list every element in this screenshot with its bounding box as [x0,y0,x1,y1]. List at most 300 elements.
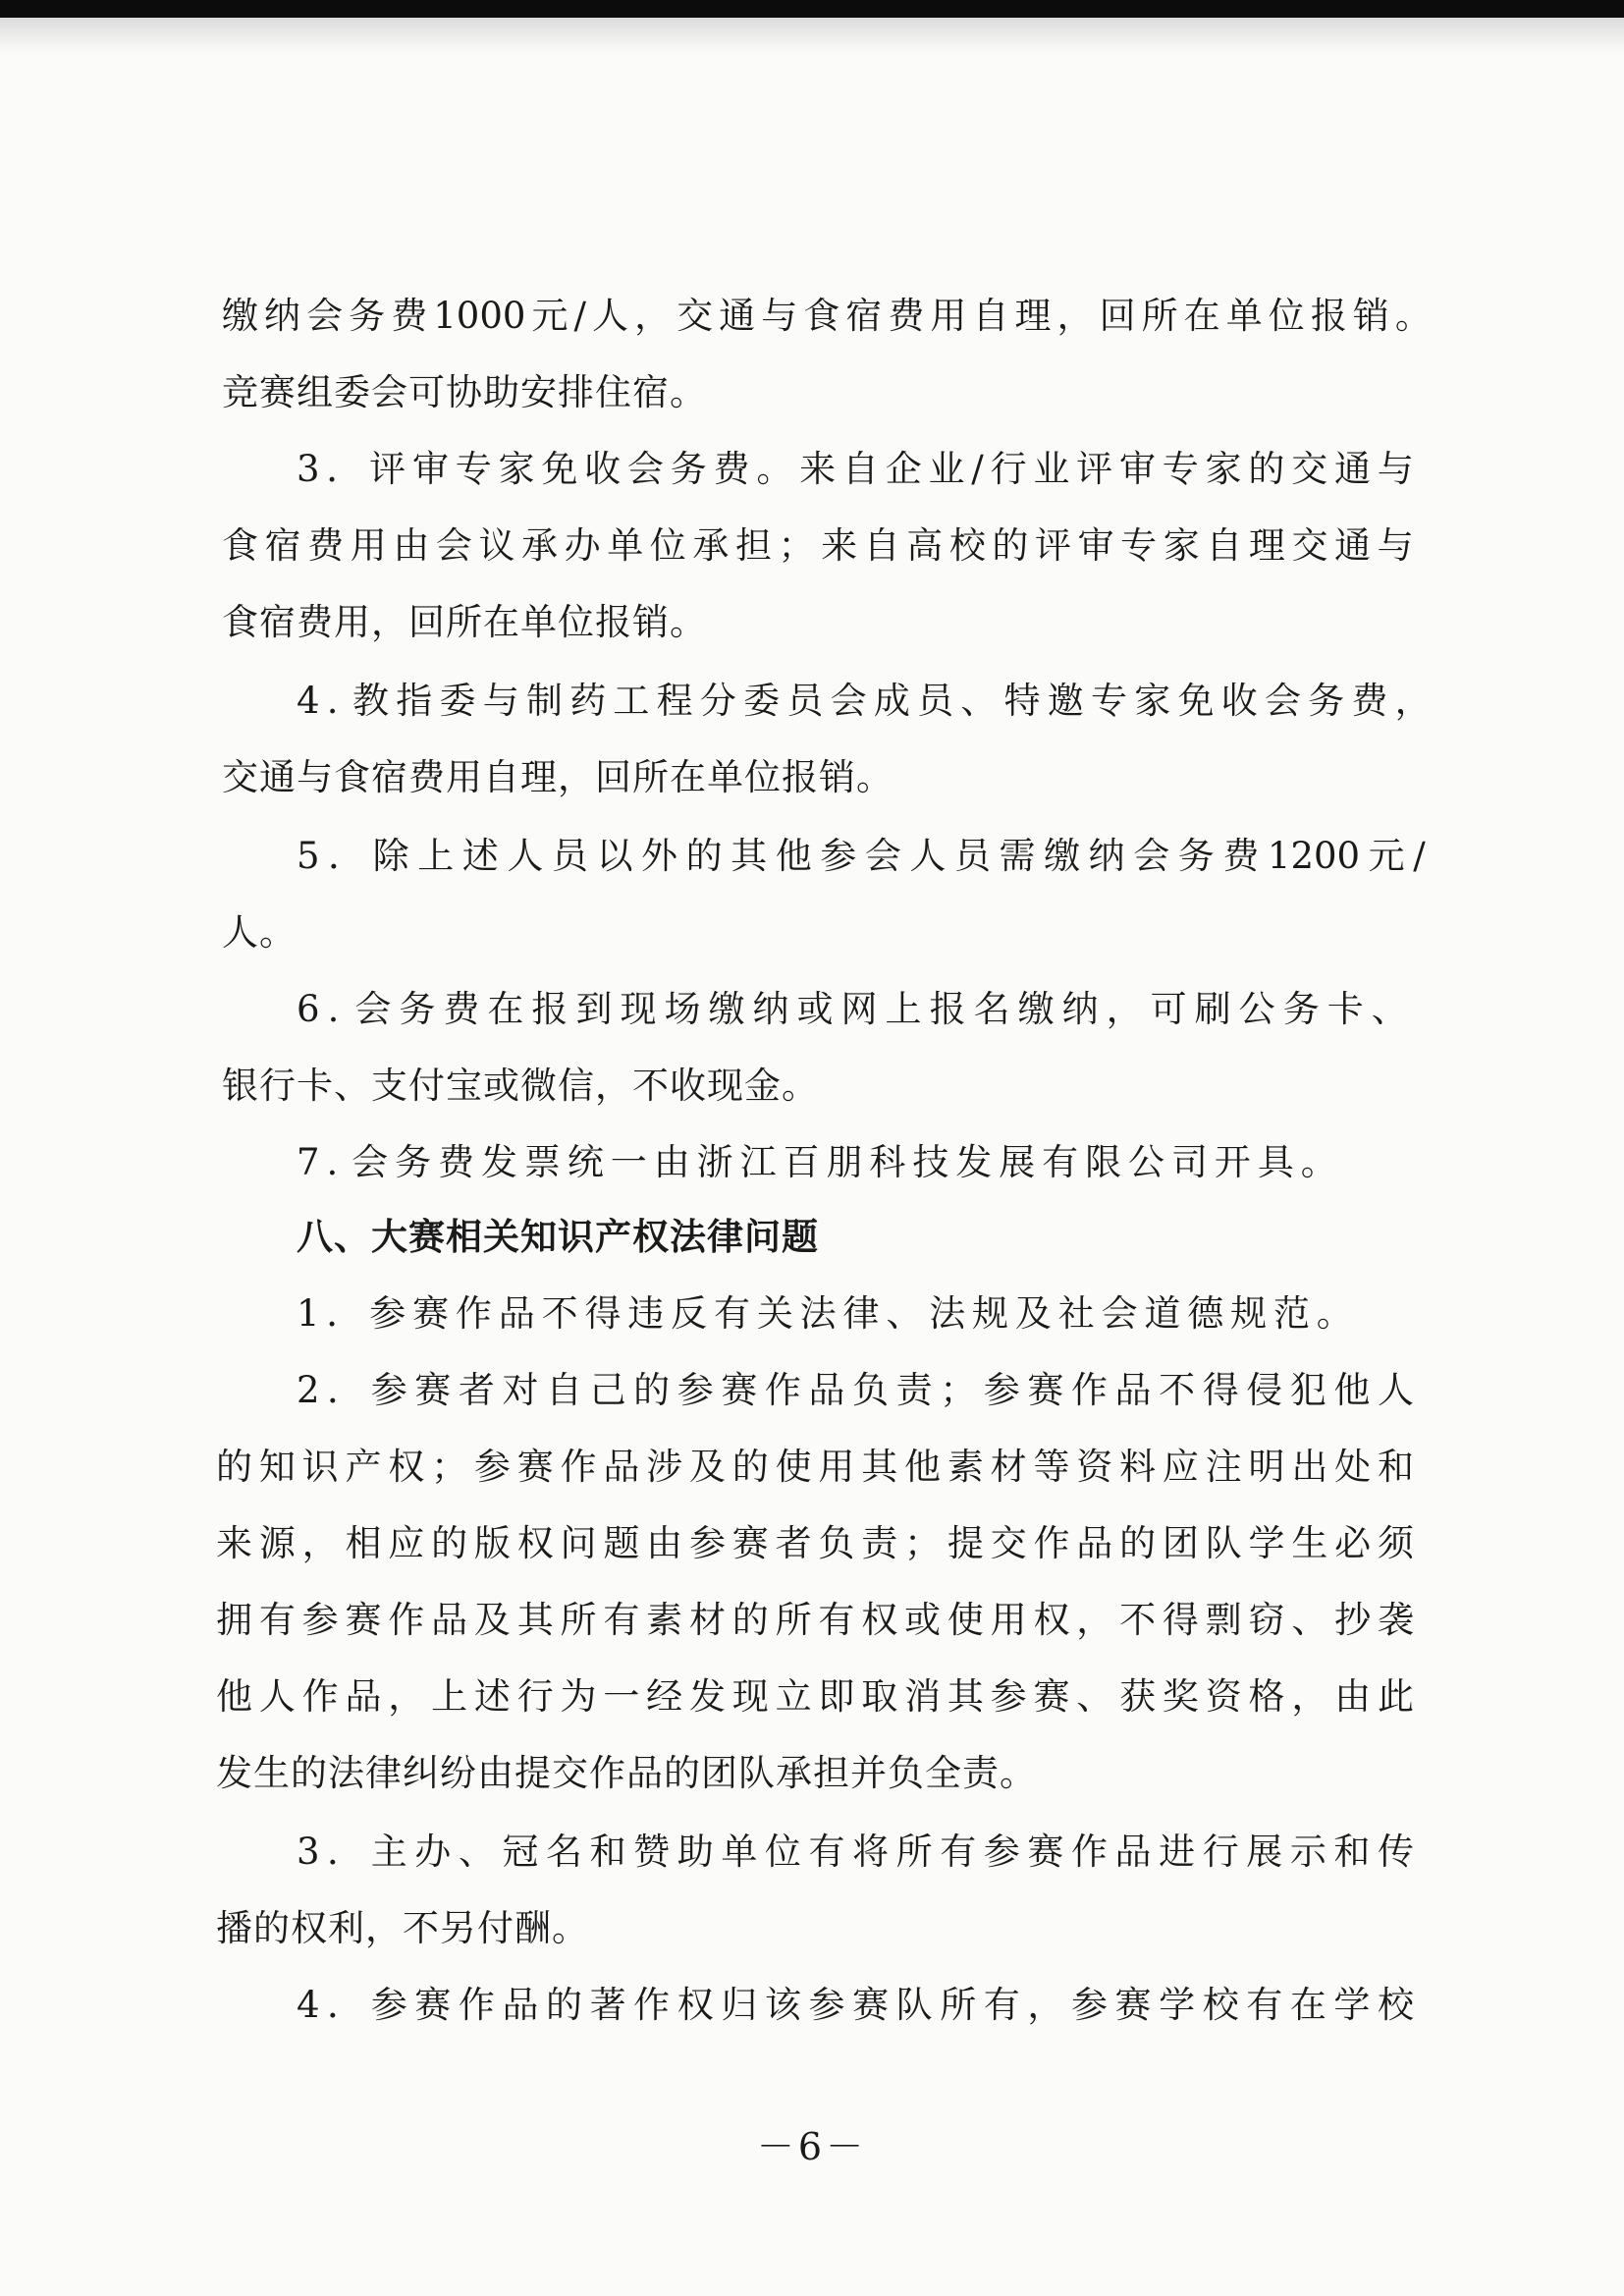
text-glyph: 、 [1076,1675,1113,1718]
text-glyph: 作 [633,1984,671,2026]
text-glyph: 和 [589,1831,626,1873]
text-glyph: 的 [633,1369,671,1411]
text-glyph: 人 [1378,1369,1414,1411]
text-glyph: 该 [764,1984,801,2026]
text-glyph: 反 [671,1292,708,1335]
text-glyph: 品 [603,1446,640,1488]
text-glyph: 校 [948,524,986,567]
text-glyph: 5 [297,835,320,877]
text-glyph: 4 [297,680,320,722]
text-glyph: 有 [940,1831,977,1873]
text-glyph: 的 [731,1446,769,1488]
section-heading: 八、大赛相关知识产权法律问题 [297,1216,819,1258]
text-glyph: 单 [721,1831,758,1873]
text-glyph: 。 [1316,1292,1353,1335]
text-glyph: 免 [1177,680,1215,722]
text-glyph: 参 [688,1522,726,1564]
text-glyph: 具 [1257,1141,1294,1183]
text-glyph: 宿 [845,295,883,337]
text-glyph: 出 [1291,1446,1328,1488]
text-glyph: 述 [461,835,499,877]
text-glyph: 人 [909,835,947,877]
text-glyph: 家 [1205,448,1242,490]
text-glyph: 报 [1310,295,1347,337]
text-glyph: 费 [1222,835,1260,877]
text-glyph: 材 [990,1446,1027,1488]
text-glyph: 会 [306,295,344,337]
text-glyph: 会 [864,835,901,877]
text-glyph: 上 [885,988,922,1030]
text-glyph: 材 [688,1599,726,1641]
text-glyph: 资 [1076,1446,1113,1488]
text-glyph: 费 [438,1141,474,1183]
text-glyph: 食 [222,524,258,567]
text-line-5: 食宿费用，回所在单位报销。 [222,601,707,643]
text-glyph: 即 [818,1675,855,1718]
text-glyph: 单 [1225,295,1263,337]
text-glyph: 得 [1162,1599,1199,1641]
text-glyph: 发 [955,1141,993,1183]
text-glyph: 费 [443,988,480,1030]
text-glyph: 费 [307,524,345,567]
text-glyph: 助 [677,1831,714,1873]
text-glyph: 工 [613,680,650,722]
text-glyph: 用 [818,1446,855,1488]
text-glyph: 来 [821,524,858,567]
text-glyph: 权 [388,1446,425,1488]
text-glyph: 2 [297,1369,320,1411]
text-glyph: 赛 [1027,1831,1064,1873]
text-line-2: 竞赛组委会可协助安排住宿。 [222,371,707,413]
text-glyph: 会 [1101,1292,1138,1335]
text-glyph: 4 [297,1984,320,2026]
text-glyph: 网 [840,988,878,1030]
text-glyph: 处 [1334,1446,1372,1488]
text-glyph: 理 [1014,295,1052,337]
text-glyph: 作 [388,1599,425,1641]
text-glyph: 。 [1300,1141,1337,1183]
text-glyph: 指 [396,680,433,722]
text-glyph: 产 [345,1446,382,1488]
text-glyph: 。 [756,448,793,490]
text-glyph: 著 [589,1984,626,2026]
text-glyph: . [327,988,340,1030]
text-glyph: 、 [458,1831,495,1873]
text-glyph: 相 [345,1522,382,1564]
text-glyph: ， [1394,680,1432,722]
text-glyph: 费 [888,295,925,337]
text-glyph: 浙 [696,1141,733,1183]
text-glyph: 不 [541,1292,578,1335]
text-glyph: ． [326,448,363,490]
text-glyph: 务 [1282,988,1320,1030]
text-glyph: 拥 [216,1599,252,1641]
text-glyph: 委 [439,680,476,722]
text-glyph: 素 [947,1446,984,1488]
text-glyph: 校 [1202,1984,1239,2026]
text-glyph: 元 [1368,835,1405,877]
text-glyph: 参 [301,1599,339,1641]
text-glyph: 作 [1033,1522,1070,1564]
text-glyph: 在 [1183,295,1220,337]
text-glyph: 分 [699,680,736,722]
text-glyph: 品 [1076,1522,1113,1564]
text-glyph: 责 [861,1522,898,1564]
text-glyph: 有 [818,1599,855,1641]
text-glyph: 家 [1134,680,1171,722]
text-line-4 [222,520,1414,572]
text-glyph: 费 [1351,680,1388,722]
text-glyph: 明 [1248,1446,1285,1488]
text-glyph: 宿 [264,524,301,567]
text-glyph: 法 [799,1292,837,1335]
text-glyph: 应 [1162,1446,1199,1488]
text-glyph: / [1413,835,1426,877]
text-glyph: 人 [592,295,629,337]
text-glyph: 权 [1033,1599,1070,1641]
text-glyph: ； [778,524,815,567]
text-glyph: 专 [1162,448,1199,490]
text-glyph: 上 [417,835,455,877]
text-glyph: 参 [1070,1984,1108,2026]
text-glyph: ． [327,1831,364,1873]
text-glyph: 参 [983,1369,1020,1411]
text-glyph: 有 [983,1984,1020,2026]
text-glyph: 权 [861,1599,898,1641]
text-glyph: 由 [1334,1675,1372,1718]
text-glyph: 审 [1077,524,1114,567]
text-glyph: 负 [852,1369,890,1411]
text-glyph: ， [1106,988,1143,1030]
text-glyph: 评 [1034,524,1071,567]
text-glyph: 品 [1114,1369,1152,1411]
text-glyph: 交 [1291,448,1328,490]
text-glyph: ． [327,1369,364,1411]
text-glyph: 来 [799,448,837,490]
text-glyph: 其 [731,835,768,877]
text-glyph: 等 [1033,1446,1070,1488]
text-glyph: 在 [1289,1984,1326,2026]
text-glyph: 议 [478,524,515,567]
text-glyph: 员 [551,835,588,877]
text-glyph: 他 [904,1446,941,1488]
text-glyph: 邀 [1047,680,1084,722]
text-glyph: 会 [626,448,664,490]
text-glyph: 及 [1014,1292,1052,1335]
text-glyph: ， [634,295,672,337]
text-glyph: 的 [216,1446,252,1488]
text-glyph: ， [301,1522,339,1564]
text-glyph: 纳 [1088,835,1125,877]
text-glyph: 家 [1163,524,1200,567]
text-glyph: 提 [947,1522,984,1564]
text-glyph: 责 [895,1369,933,1411]
text-glyph: 专 [455,448,492,490]
text-glyph: 所 [895,1831,933,1873]
text-glyph: 奖 [1162,1675,1199,1718]
text-glyph: 者 [775,1522,812,1564]
text-glyph: 通 [1333,448,1371,490]
text-glyph: 应 [388,1522,425,1564]
text-glyph: 品 [431,1599,468,1641]
text-glyph: 作 [1070,1831,1108,1873]
text-glyph: 作 [764,1369,801,1411]
text-glyph: 者 [458,1369,495,1411]
text-line-6 [297,676,1432,727]
text-glyph: 涉 [646,1446,683,1488]
text-glyph: 员 [917,680,954,722]
text-glyph: 行 [516,1675,554,1718]
text-glyph: 学 [1333,1984,1371,2026]
text-glyph: 或 [904,1599,941,1641]
text-glyph: . [326,680,339,722]
text-glyph: 程 [656,680,693,722]
text-glyph: 对 [502,1369,539,1411]
text-glyph: 会 [435,524,472,567]
text-glyph: ， [1056,295,1094,337]
text-glyph: 示 [1289,1831,1326,1873]
text-glyph: 1 [297,1292,320,1335]
text-glyph: 费 [713,448,750,490]
text-glyph: 缴 [1044,835,1081,877]
text-glyph: 高 [906,524,944,567]
text-glyph: 法 [929,1292,966,1335]
text-glyph: 赛 [414,1984,452,2026]
text-glyph: 规 [972,1292,1009,1335]
text-glyph: 可 [1150,988,1187,1030]
text-glyph: 生 [1291,1522,1328,1564]
text-glyph: 评 [1076,448,1113,490]
text-glyph: 科 [869,1141,906,1183]
text-glyph: 、 [960,680,998,722]
text-glyph: 由 [653,1141,690,1183]
text-glyph: 报 [929,988,966,1030]
text-glyph: 参 [677,1369,714,1411]
text-glyph: 的 [546,1984,583,2026]
text-glyph: 律 [842,1292,880,1335]
text-glyph: 赛 [852,1984,890,2026]
text-glyph: 与 [1377,448,1414,490]
text-glyph: 家 [498,448,535,490]
text-glyph: 办 [564,524,601,567]
text-glyph: 有 [808,1831,845,1873]
text-glyph: 单 [607,524,644,567]
text-glyph: 交 [990,1522,1027,1564]
text-glyph: 以 [596,835,633,877]
text-glyph: 赞 [633,1831,671,1873]
text-glyph: 有 [1246,1984,1283,2026]
text-glyph: 作 [560,1446,597,1488]
text-glyph: 纳 [264,295,301,337]
text-glyph: 在 [487,988,524,1030]
text-glyph: 专 [1120,524,1158,567]
text-glyph: 企 [885,448,922,490]
text-glyph: 现 [620,988,657,1030]
text-glyph: 的 [431,1522,468,1564]
text-glyph: 免 [541,448,578,490]
text-glyph: 参 [990,1675,1027,1718]
text-glyph: 业 [1033,448,1070,490]
text-glyph: 6 [297,988,320,1030]
text-glyph: 与 [482,680,519,722]
text-glyph: 及 [688,1446,726,1488]
text-glyph: 场 [664,988,701,1030]
text-glyph: 报 [531,988,568,1030]
text-glyph: 立 [775,1675,812,1718]
text-glyph: 审 [411,448,449,490]
text-glyph: 销 [1352,295,1389,337]
text-glyph: 赛 [412,1292,450,1335]
text-glyph: 识 [301,1446,339,1488]
text-glyph: 会 [1264,680,1301,722]
text-glyph: ． [326,1292,363,1335]
text-glyph: 权 [677,1984,714,2026]
text-glyph: 品 [808,1369,845,1411]
text-glyph: 问 [560,1522,597,1564]
text-glyph: 由 [393,524,430,567]
text-glyph: 现 [731,1675,769,1718]
text-glyph: 作 [458,1984,495,2026]
text-glyph: 冠 [502,1831,539,1873]
text-glyph: 务 [670,448,707,490]
text-glyph: 务 [1177,835,1215,877]
text-glyph: 收 [584,448,622,490]
text-glyph: 担 [734,524,772,567]
text-glyph: 参 [369,1292,406,1335]
text-glyph: 所 [1141,295,1178,337]
text-glyph: 与 [761,295,798,337]
text-glyph: 使 [775,1446,812,1488]
page-number: －6－ [756,2125,868,2168]
text-glyph: ； [904,1522,941,1564]
text-glyph: 队 [895,1984,933,2026]
text-glyph: 通 [719,295,756,337]
text-glyph: 品 [1114,1831,1152,1873]
text-glyph: 作 [455,1292,492,1335]
text-glyph: 会 [354,988,392,1030]
text-glyph: ． [327,1984,364,2026]
text-glyph: 参 [473,1446,511,1488]
text-glyph: 学 [1159,1984,1196,2026]
text-glyph: 或 [796,988,834,1030]
text-glyph: 将 [852,1831,890,1873]
text-glyph: 赛 [414,1369,452,1411]
text-glyph: 审 [1118,448,1156,490]
text-glyph: 的 [731,1599,769,1641]
text-glyph: 不 [1119,1599,1157,1641]
text-glyph: 赛 [731,1522,769,1564]
text-glyph: 取 [861,1675,898,1718]
text-glyph: 参 [370,1369,407,1411]
text-line-19 [216,1671,1414,1722]
text-glyph: ， [1076,1599,1113,1641]
text-glyph: 来 [216,1522,252,1564]
text-glyph: 负 [818,1522,855,1564]
text-line-23 [297,1980,1414,2031]
text-glyph: 展 [1246,1831,1283,1873]
text-glyph: 犯 [1289,1369,1326,1411]
text-glyph: 赛 [1027,1369,1064,1411]
text-line-9: 人。 [222,911,297,954]
text-glyph: 理 [1248,524,1285,567]
text-glyph: 专 [1091,680,1127,722]
text-glyph: 回 [1099,295,1136,337]
text-glyph: 须 [1377,1522,1414,1564]
text-glyph: 人 [507,835,544,877]
text-glyph: 务 [395,1141,432,1183]
text-glyph: / [573,295,586,337]
text-glyph: 的 [685,835,723,877]
text-glyph: 会 [830,680,867,722]
text-glyph: 赛 [516,1446,554,1488]
text-glyph: 得 [1202,1369,1239,1411]
text-glyph: 务 [1308,680,1345,722]
text-line-10 [297,984,1408,1035]
text-glyph: 和 [1333,1831,1371,1873]
text-glyph: ； [431,1446,468,1488]
text-line-17 [216,1518,1414,1569]
text-glyph: 格 [1248,1675,1285,1718]
text-glyph: 赛 [1114,1984,1152,2026]
text-glyph: / [971,448,984,490]
text-glyph: 教 [352,680,390,722]
text-glyph: 会 [352,1141,389,1183]
text-glyph: 参 [820,835,857,877]
text-glyph: 他 [216,1675,252,1718]
text-glyph: 3 [297,1831,320,1873]
text-glyph: 办 [414,1831,452,1873]
text-glyph: 展 [999,1141,1036,1183]
text-glyph: 特 [1003,680,1041,722]
text-glyph: 社 [1057,1292,1095,1335]
text-glyph: 开 [1214,1141,1251,1183]
text-glyph: 评 [369,448,406,490]
text-glyph: 其 [516,1599,554,1641]
text-glyph: 所 [560,1599,597,1641]
text-glyph: 自 [546,1369,583,1411]
text-glyph: 到 [575,988,613,1030]
text-glyph: 发 [480,1141,517,1183]
text-glyph: 品 [498,1292,535,1335]
text-glyph: 版 [473,1522,511,1564]
text-glyph: 缴 [222,295,258,337]
text-line-14 [297,1288,1353,1339]
text-glyph: 必 [1334,1522,1372,1564]
text-glyph: 他 [1333,1369,1371,1411]
text-glyph: 、 [886,1292,923,1335]
text-glyph: 缴 [1017,988,1055,1030]
text-glyph: 名 [973,988,1010,1030]
text-glyph: 参 [983,1831,1020,1873]
text-glyph: 学 [1248,1522,1285,1564]
text-glyph: 1200 [1267,835,1361,877]
text-glyph: 经 [646,1675,683,1718]
text-glyph: 自 [863,524,900,567]
text-glyph: 有 [713,1292,750,1335]
text-glyph: 公 [1128,1141,1164,1183]
text-glyph: 不 [1159,1369,1196,1411]
text-glyph: 袭 [1377,1599,1414,1641]
text-glyph: 位 [649,524,686,567]
text-glyph: 技 [912,1141,949,1183]
text-glyph: 一 [603,1675,640,1718]
text-glyph: 外 [641,835,678,877]
text-glyph: 料 [1119,1446,1157,1488]
text-glyph: 题 [603,1522,640,1564]
text-glyph: 自 [972,295,1009,337]
text-glyph: 进 [1159,1831,1196,1873]
text-line-8 [297,831,1426,882]
